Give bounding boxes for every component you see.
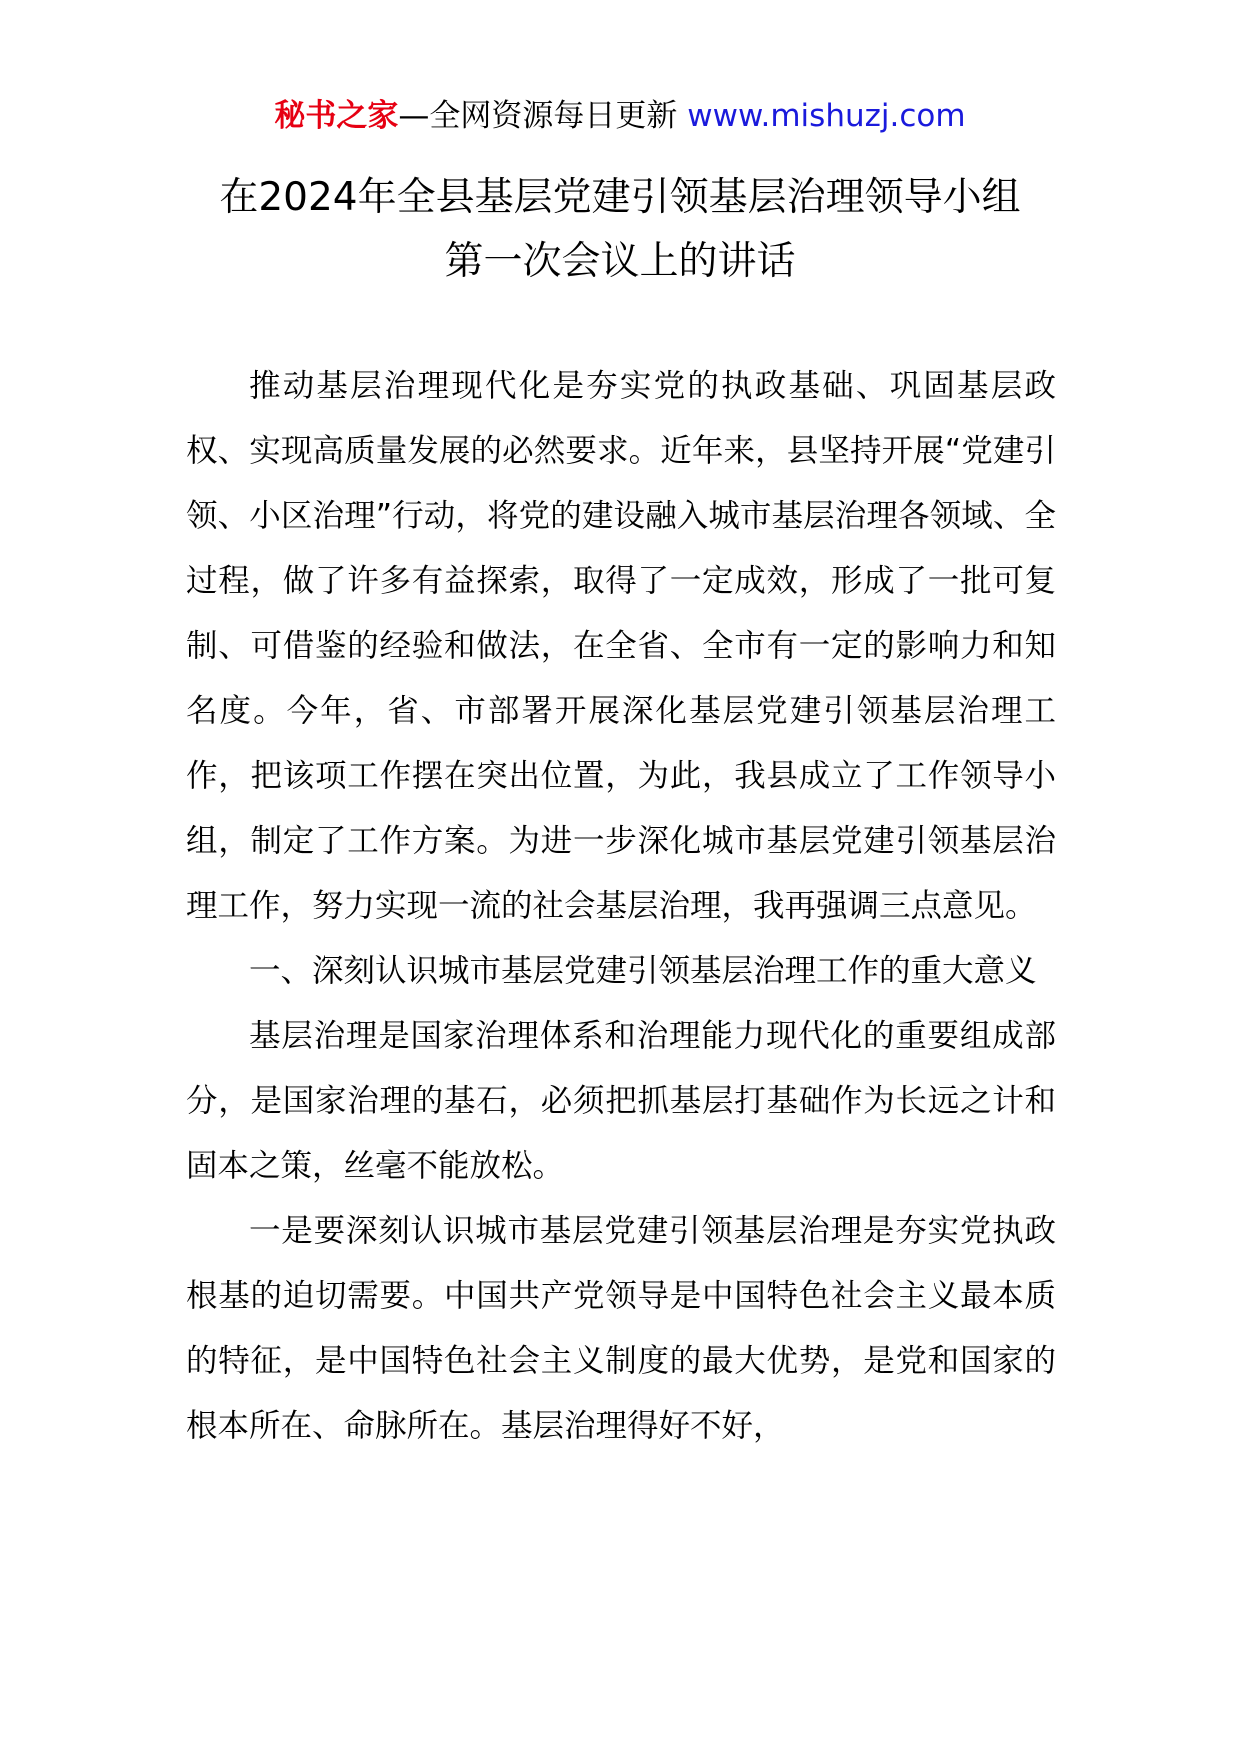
site-brand: 秘书之家: [274, 98, 399, 134]
site-url-link[interactable]: www.mishuzj.com: [687, 98, 966, 134]
document-title: [0, 166, 1240, 294]
document-body: [186, 354, 1056, 1459]
title-line-2: 第一次会议上的讲话: [444, 239, 796, 284]
body-paragraph-2: 基层治理是国家治理体系和治理能力现代化的重要组成部分，是国家治理的基石，必须把抓基层打基础作为长远之计和固本之策，丝毫不能放松。: [186, 1018, 1056, 1184]
body-paragraph-intro: 推动基层治理现代化是夯实党的执政基础、巩固基层政权、实现高质量发展的必然要求。近年来，县坚持开展“党建引领、小区治理”行动，将党的建设融入城市基层治理各领域、全过程，做了许多有益探索，取得了一定成效，形成了一批可复制、可借鉴的经验和做法，在全省、全市有一定的影响力和知名度。今年，省、市部署开展深化基层党建引领基层治理工作，把该项工作摆在突出位置，为此，我县成立了工作领导小组，制定了工作方案。为进一步深化城市基层党建引领基层治理工作，努力实现一流的社会基层治理，我再强调三点意见。: [186, 368, 1056, 924]
body-paragraph-3: 一是要深刻认识城市基层党建引领基层治理是夯实党执政根基的迫切需要。中国共产党领导是中国特色社会主义最本质的特征，是中国特色社会主义制度的最大优势，是党和国家的根本所在、命脉所在。基层治理得好不好，: [186, 1213, 1056, 1444]
site-header: [0, 96, 1240, 136]
section-heading-1: 一、深刻认识城市基层党建引领基层治理工作的重大意义: [249, 953, 1037, 989]
site-tagline: —全网资源每日更新: [398, 98, 678, 134]
title-line-1: 在2024年全县基层党建引领基层治理领导小组: [219, 175, 1021, 220]
